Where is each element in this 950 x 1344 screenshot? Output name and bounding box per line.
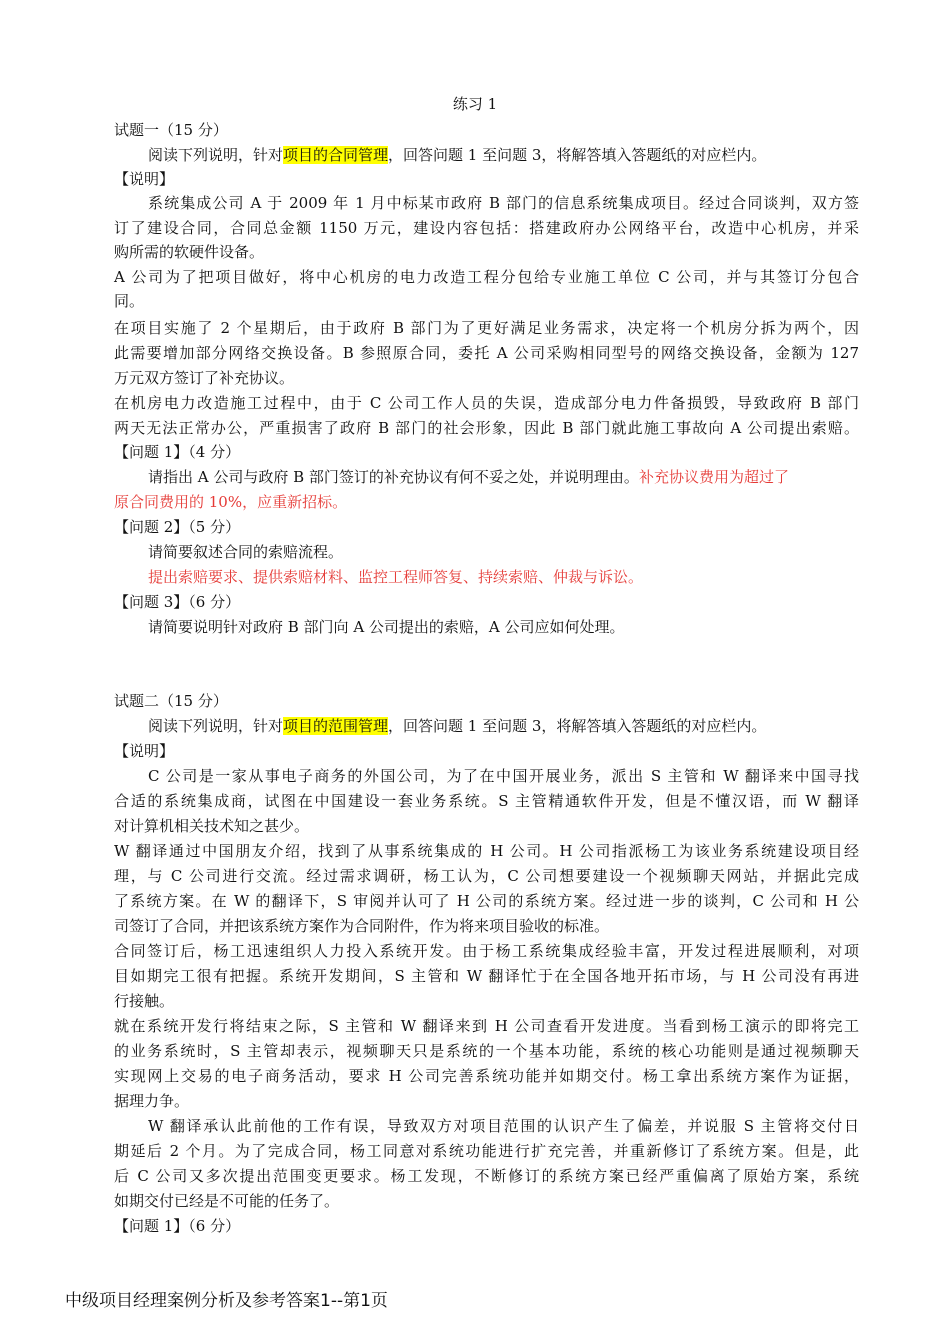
q2-intro-suffix: ，回答问题 1 至问题 3，将解答填入答题纸的对应栏内。 (388, 717, 767, 735)
q2-intro (148, 714, 766, 738)
q1-para-line: 万元双方签订了补充协议。 (114, 369, 295, 387)
q1-answer1-part2: 原合同费用的 10%，应重新招标。 (114, 493, 348, 511)
q1-header: 试题一（15 分） (114, 121, 228, 139)
q2-para-line: 如期交付已经是不可能的任务了。 (114, 1192, 340, 1210)
page-title: 练习 1 (452, 95, 498, 113)
q1-para-line: 同。 (114, 292, 145, 310)
q1-question3-label: 【问题 3】（6 分） (114, 593, 241, 611)
q2-para-line: 对计算机相关技术知之甚少。 (114, 817, 310, 835)
q2-para-line: 目如期完工很有把握。系统开发期间，S 主管和 W 翻译忙于在全国各地开拓市场，与 H 公司没有再进 (114, 967, 859, 985)
q1-question3-text: 请简要说明针对政府 B 部门向 A 公司提出的索赔，A 公司应如何处理。 (148, 618, 625, 636)
q1-para-line: 系统集成公司 A 于 2009 年 1 月中标某市政府 B 部门的信息系统集成项目。经过合同谈判，双方签 (148, 194, 859, 212)
q2-intro-prefix: 阅读下列说明，针对 (148, 717, 284, 735)
q1-para-line: A 公司为了把项目做好，将中心机房的电力改造工程分包给专业施工单位 C 公司，并与其签订分包合 (114, 268, 859, 286)
q1-intro (148, 143, 766, 167)
q2-para-line: 合适的系统集成商，试图在中国建设一套业务系统。S 主管精通软件开发，但是不懂汉语，而 W 翻译 (114, 792, 859, 810)
q2-para-line: 的业务系统时，S 主管却表示，视频聊天只是系统的一个基本功能，系统的核心功能则是通过视频聊天 (114, 1042, 859, 1060)
q1-intro-highlight: 项目的合同管理 (283, 146, 389, 164)
q1-para-line: 在机房电力改造施工过程中，由于 C 公司工作人员的失误，造成部分电力件备损毁，导致政府 B 部门 (114, 394, 859, 412)
q2-para-line: W 翻译承认此前他的工作有误，导致双方对项目范围的认识产生了偏差，并说服 S 主管将交付日 (148, 1117, 859, 1135)
q1-para-line: 两天无法正常办公，严重损害了政府 B 部门的社会形象，因此 B 部门就此施工事故向 A 公司提出索赔。 (114, 419, 859, 437)
q2-para-line: W 翻译通过中国朋友介绍，找到了从事系统集成的 H 公司。H 公司指派杨工为该业务系统建设项目经 (114, 842, 859, 860)
q2-para-line: 就在系统开发行将结束之际，S 主管和 W 翻译来到 H 公司查看开发进度。当看到杨工演示的即将完工 (114, 1017, 859, 1035)
q1-answer1-part1: 补充协议费用为超过了 (638, 468, 789, 486)
q1-question2-label: 【问题 2】（5 分） (114, 518, 241, 536)
page-footer: 中级项目经理案例分析及参考答案1--第1页 (65, 1291, 388, 1311)
q2-para-line: 合同签订后，杨工迅速组织人力投入系统开发。由于杨工系统集成经验丰富，开发过程进展顺利，对项 (114, 942, 859, 960)
q1-intro-suffix: ，回答问题 1 至问题 3，将解答填入答题纸的对应栏内。 (388, 146, 767, 164)
q2-intro-highlight: 项目的范围管理 (283, 717, 389, 735)
q1-intro-prefix: 阅读下列说明，针对 (148, 146, 284, 164)
q1-para-line: 订了建设合同，合同总金额 1150 万元，建设内容包括：搭建政府办公网络平台，改造中心机房，并采 (114, 219, 859, 237)
q2-para-line: 了系统方案。在 W 的翻译下，S 审阅并认可了 H 公司的系统方案。经过进一步的谈判，C 公司和 H 公 (114, 892, 859, 910)
q1-question1 (148, 465, 789, 489)
q2-para-line: 行接触。 (114, 992, 175, 1010)
q1-para-line: 购所需的软硬件设备。 (114, 243, 265, 261)
q1-desc-label: 【说明】 (114, 170, 175, 188)
q1-answer2: 提出索赔要求、提供索赔材料、监控工程师答复、持续索赔、仲裁与诉讼。 (148, 568, 644, 586)
q2-para-line: 理，与 C 公司进行交流。经过需求调研，杨工认为，C 公司想要建设一个视频聊天网站，并据此完成 (114, 867, 859, 885)
q2-para-line: C 公司是一家从事电子商务的外国公司，为了在中国开展业务，派出 S 主管和 W 翻译来中国寻找 (148, 767, 859, 785)
q2-desc-label: 【说明】 (114, 742, 175, 760)
q2-question1-label: 【问题 1】（6 分） (114, 1217, 241, 1235)
q1-para-line: 在项目实施了 2 个星期后，由于政府 B 部门为了更好满足业务需求，决定将一个机房分拆为两个，因 (114, 319, 859, 337)
q1-question1-text: 请指出 A 公司与政府 B 部门签订的补充协议有何不妥之处，并说明理由。 (148, 468, 639, 486)
q2-header: 试题二（15 分） (114, 692, 228, 710)
q1-question2-text: 请简要叙述合同的索赔流程。 (148, 543, 344, 561)
q2-para-line: 据理力争。 (114, 1092, 190, 1110)
q2-para-line: 期延后 2 个月。为了完成合同，杨工同意对系统功能进行扩充完善，并重新修订了系统方案。但是，此 (114, 1142, 859, 1160)
q2-para-line: 后 C 公司又多次提出范围变更要求。杨工发现，不断修订的系统方案已经严重偏离了原始方案，系统 (114, 1167, 859, 1185)
q1-question1-label: 【问题 1】（4 分） (114, 443, 241, 461)
q2-para-line: 实现网上交易的电子商务活动，要求 H 公司完善系统功能并如期交付。杨工拿出系统方案作为证据， (114, 1067, 859, 1085)
q1-para-line: 此需要增加部分网络交换设备。B 参照原合同，委托 A 公司采购相同型号的网络交换设备，金额为 127 (114, 344, 859, 362)
q2-para-line: 司签订了合同，并把该系统方案作为合同附件，作为将来项目验收的标准。 (114, 917, 610, 935)
